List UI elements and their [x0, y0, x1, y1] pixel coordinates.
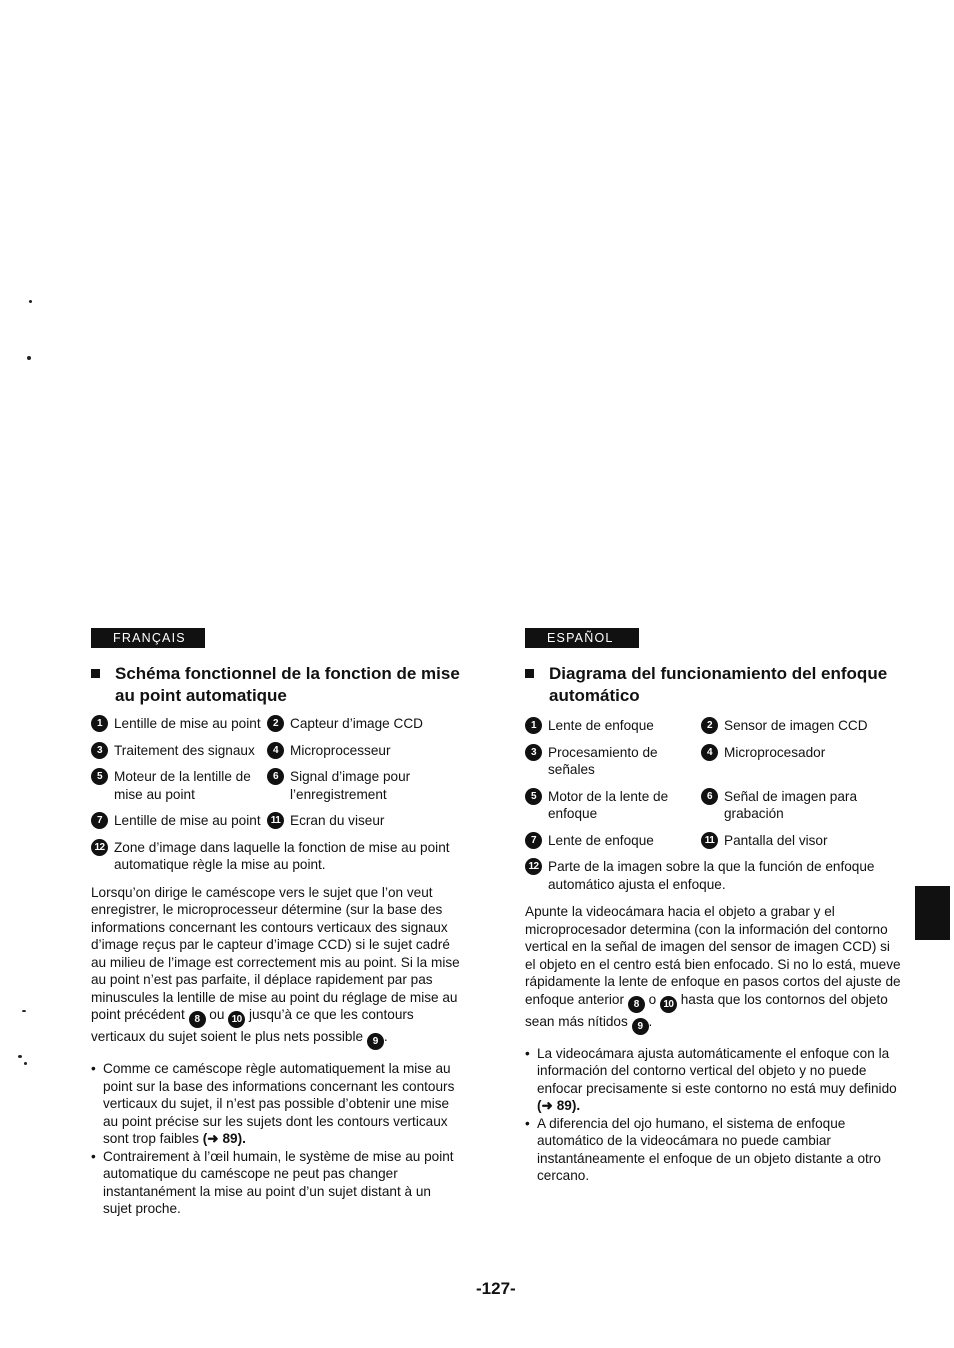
part-label: Parte de la imagen sobre la que la función de enfoque automático ajusta el enfoque.	[548, 859, 875, 892]
circled-number-icon: 6	[701, 788, 718, 805]
square-bullet-icon	[525, 669, 534, 678]
part-label: Sensor de imagen CCD	[724, 718, 868, 733]
heading-text: Schéma fonctionnel de la fonction de mise au point automatique	[115, 664, 460, 705]
circled-number-icon: 7	[525, 832, 542, 849]
part-label: Traitement des signaux	[114, 742, 255, 758]
paragraph-conjunction: ou	[209, 1007, 225, 1022]
body-paragraph-french	[91, 884, 461, 1051]
circled-number-icon: 9	[632, 1018, 649, 1035]
note-item	[91, 1060, 461, 1148]
note-text: A diferencia del ojo humano, el sistema de enfoque automático de la videocámara no puede cambiar instantáneamente el enfoque de un objeto distante a otro cercano.	[537, 1115, 881, 1183]
section-edge-tab	[915, 886, 950, 940]
notes-list-spanish	[525, 1045, 903, 1185]
part-label: Ecran du viseur	[290, 813, 385, 828]
circled-number-icon: 7	[91, 812, 108, 829]
part-item	[701, 717, 903, 735]
part-label: Motor de la lente de enfoque	[548, 788, 669, 821]
circled-number-icon: 12	[91, 839, 108, 856]
part-item	[91, 715, 265, 733]
circled-number-icon: 4	[701, 744, 718, 761]
note-text: Comme ce caméscope règle automatiquement la mise au point sur la base des informations concernant les contours verticaux du sujet, il n’est pas possible d’obtenir une mise au point précise sur les sujets dont les contours verticaux sont trop faibles	[103, 1061, 455, 1146]
part-item	[267, 715, 461, 733]
part-label: Señal de imagen para grabación	[724, 788, 858, 821]
circled-number-icon: 12	[525, 858, 542, 875]
circled-number-icon: 1	[525, 717, 542, 734]
part-item	[525, 832, 699, 850]
circled-number-icon: 8	[189, 1011, 206, 1028]
scan-speck	[29, 300, 32, 303]
scan-speck	[27, 356, 31, 360]
language-tab-french: FRANÇAIS	[91, 628, 205, 648]
circled-number-icon: 11	[701, 832, 718, 849]
part-label: Microprocesseur	[290, 742, 391, 758]
part-item	[701, 788, 903, 823]
circled-number-icon: 8	[628, 996, 645, 1013]
part-item	[91, 812, 265, 830]
part-label: Capteur d’image CCD	[290, 716, 423, 731]
notes-list-french	[91, 1060, 461, 1218]
bullet-dot-icon: •	[91, 1061, 96, 1076]
circled-number-icon: 9	[367, 1033, 384, 1050]
circled-number-icon: 4	[267, 742, 284, 759]
language-tab-spanish: ESPAÑOL	[525, 628, 639, 648]
circled-number-icon: 3	[91, 742, 108, 759]
circled-number-icon: 10	[660, 996, 677, 1013]
note-text: La videocámara ajusta automáticamente el enfoque con la información del contorno vertical del objeto y no puede enfocar precisamente si este contorno no está muy definido	[537, 1045, 897, 1096]
part-label: Microprocesador	[724, 744, 826, 760]
part-item-12	[525, 858, 903, 893]
parts-list-spanish	[525, 717, 903, 849]
paragraph-text: jusqu’à ce que les contours verticaux du sujet soient le plus nets possible	[91, 1007, 414, 1044]
bullet-dot-icon: •	[525, 1115, 530, 1131]
section-heading-spanish	[525, 663, 903, 707]
spanish-column	[525, 628, 903, 1185]
paragraph-text: Lorsqu’on dirige le caméscope vers le sujet que l’on veut enregistrer, le microprocesseur détermine (sur la base des informations concernant les contours verticaux des signaux d’image reçus par le capteur d’image CCD) si le sujet cadré au milieu de l’image est correctement mis au point. Si la mise au point n’est pas parfaite, il déplace rapidement par pas minuscules la lentille de mise au point du réglage de mise au point précédent	[91, 884, 460, 1022]
page-reference: (➜ 89).	[202, 1131, 246, 1146]
part-label: Lente de enfoque	[548, 718, 654, 733]
heading-text: Diagrama del funcionamiento del enfoque automático	[549, 664, 888, 705]
part-item	[525, 788, 699, 823]
part-item	[525, 717, 699, 735]
circled-number-icon: 1	[91, 715, 108, 732]
part-label: Pantalla del visor	[724, 832, 828, 848]
parts-list-french	[91, 715, 461, 830]
part-label: Procesamiento de señales	[548, 744, 658, 777]
paragraph-conjunction: o	[648, 991, 657, 1007]
part-label: Moteur de la lentille de mise au point	[114, 769, 251, 802]
part-item-12	[91, 839, 461, 874]
circled-number-icon: 10	[228, 1011, 245, 1028]
circled-number-icon: 5	[91, 768, 108, 785]
circled-number-icon: 3	[525, 744, 542, 761]
paragraph-end: .	[648, 1013, 653, 1029]
part-label: Lente de enfoque	[548, 832, 654, 848]
section-heading-french	[91, 663, 461, 707]
paragraph-text: hasta que los contornos del objeto sean más nítidos	[525, 991, 888, 1029]
page-reference: (➜ 89).	[537, 1098, 581, 1113]
part-item	[267, 768, 461, 803]
part-item	[525, 744, 699, 779]
page-number: -127-	[476, 1279, 516, 1298]
scan-speck	[18, 1055, 22, 1058]
circled-number-icon: 2	[267, 715, 284, 732]
circled-number-icon: 11	[267, 812, 284, 829]
part-label: Signal d’image pour l’enregistrement	[290, 769, 411, 802]
part-label: Lentille de mise au point	[114, 716, 261, 731]
part-label: Zone d’image dans laquelle la fonction de mise au point automatique règle la mise au point.	[114, 839, 450, 872]
note-item	[525, 1045, 903, 1115]
circled-number-icon: 2	[701, 717, 718, 734]
part-item	[267, 812, 461, 830]
scan-speck	[24, 1062, 27, 1065]
part-item	[701, 744, 903, 779]
paragraph-text: Apunte la videocámara hacia el objeto a grabar y el microprocesador determina (con la información del contorno vertical en la señal de imagen del sensor de imagen CCD) si el objeto en el centro está bien enfocado. Si no lo está, mueve rápidamente la lente de enfoque en pasos cortos del ajuste de enfoque anterior	[525, 904, 901, 1007]
part-item	[701, 832, 903, 850]
square-bullet-icon	[91, 669, 100, 678]
circled-number-icon: 5	[525, 788, 542, 805]
circled-number-icon: 6	[267, 768, 284, 785]
note-item	[91, 1148, 461, 1218]
paragraph-end: .	[383, 1029, 388, 1044]
bullet-dot-icon: •	[525, 1045, 530, 1061]
french-column	[91, 628, 461, 1218]
part-item	[91, 768, 265, 803]
bullet-dot-icon: •	[91, 1148, 96, 1164]
part-item	[91, 742, 265, 760]
body-paragraph-spanish	[525, 903, 903, 1035]
part-item	[267, 742, 461, 760]
note-text: Contrairement à l’œil humain, le système de mise au point automatique du caméscope ne peut pas changer instantanément la mise au point d’un sujet distant à un sujet proche.	[103, 1148, 454, 1216]
note-item	[525, 1115, 903, 1185]
scan-speck	[22, 1010, 26, 1012]
part-label: Lentille de mise au point	[114, 813, 261, 828]
